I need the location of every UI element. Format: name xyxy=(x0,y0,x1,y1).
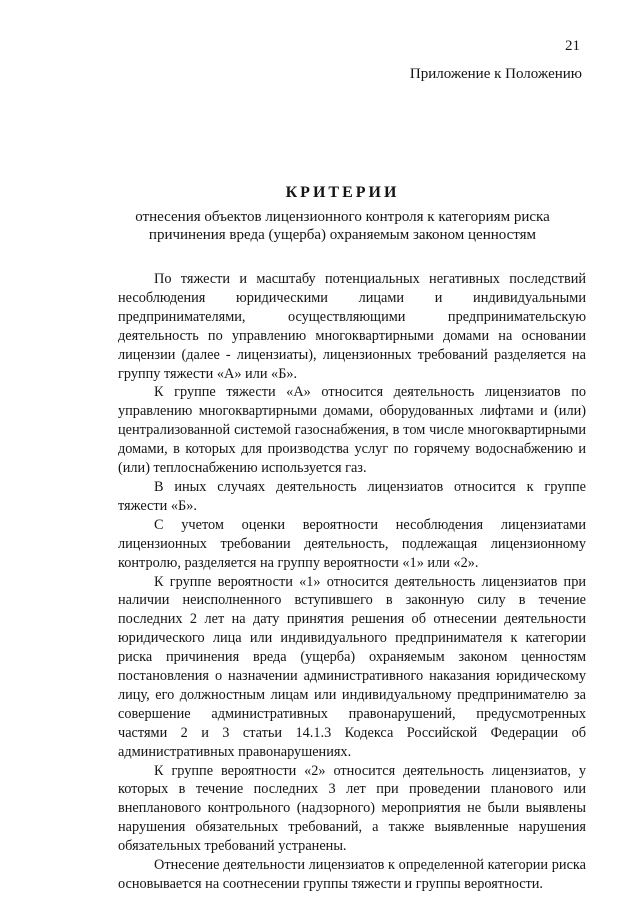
document-subtitle-line-1: отнесения объектов лицензионного контроля к категориям риска xyxy=(135,209,550,225)
title-block xyxy=(100,184,585,244)
document-subtitle-line-2: причинения вреда (ущерба) охраняемым законом ценностям xyxy=(148,227,537,243)
paragraph-probability-1: К группе вероятности «1» относится деятельность лицензиатов при наличии неисполненного вступившего в законную силу в течение последних 2 лет на дату принятия решения об отнесении деятельности юридического лица или индивидуального предпринимателя к категории риска причинения вреда (ущерба) охраняемым законом ценностям постановления о назначении административного наказания юридическому лицу, его должностным лицам или индивидуальному предпринимателю за совершение административных правонарушений, предусмотренных частями 2 и 3 статьи 14.1.3 Кодекса Российской Федерации об административных правонарушениях. xyxy=(118,573,586,760)
paragraph-severity-b: В иных случаях деятельность лицензиатов относится к группе тяжести «Б». xyxy=(118,478,586,514)
page-number: 21 xyxy=(565,38,580,54)
document-body xyxy=(118,270,586,894)
paragraph-severity-a: К группе тяжести «А» относится деятельность лицензиатов по управлению многоквартирными домами, оборудованных лифтами и (или) централизованной системой газоснабжения, в том числе многоквартирными домами, в которых для производства услуг по горячему водоснабжению и (или) теплоснабжению используется газ. xyxy=(118,384,586,477)
appendix-label: Приложение к Положению xyxy=(409,66,582,82)
paragraph-probability-2: К группе вероятности «2» относится деятельность лицензиатов, у которых в течение последних 3 лет при проведении планового или внепланового контрольного (надзорного) мероприятия не были выявлены нарушения обязательных требований, а также выявленные нарушения обязательных требований устранены. xyxy=(118,762,586,855)
paragraph-severity-groups: По тяжести и масштабу потенциальных негативных последствий несоблюдения юридическими лицами и индивидуальными предпринимателями, осуществляющими предпринимательскую деятельность по управлению многоквартирными домами на основании лицензии (далее - лицензиаты), лицензионных требований разделяется на группу тяжести «А» или «Б». xyxy=(118,271,586,382)
paragraph-probability-groups: С учетом оценки вероятности несоблюдения лицензиатами лицензионных требовании деятельность, подлежащая лицензионному контролю, разделяется на группу вероятности «1» или «2». xyxy=(118,516,586,571)
document-title: КРИТЕРИИ xyxy=(285,184,400,201)
paragraph-risk-category: Отнесение деятельности лицензиатов к определенной категории риска основывается на соотнесении группы тяжести и группы вероятности. xyxy=(118,857,586,892)
